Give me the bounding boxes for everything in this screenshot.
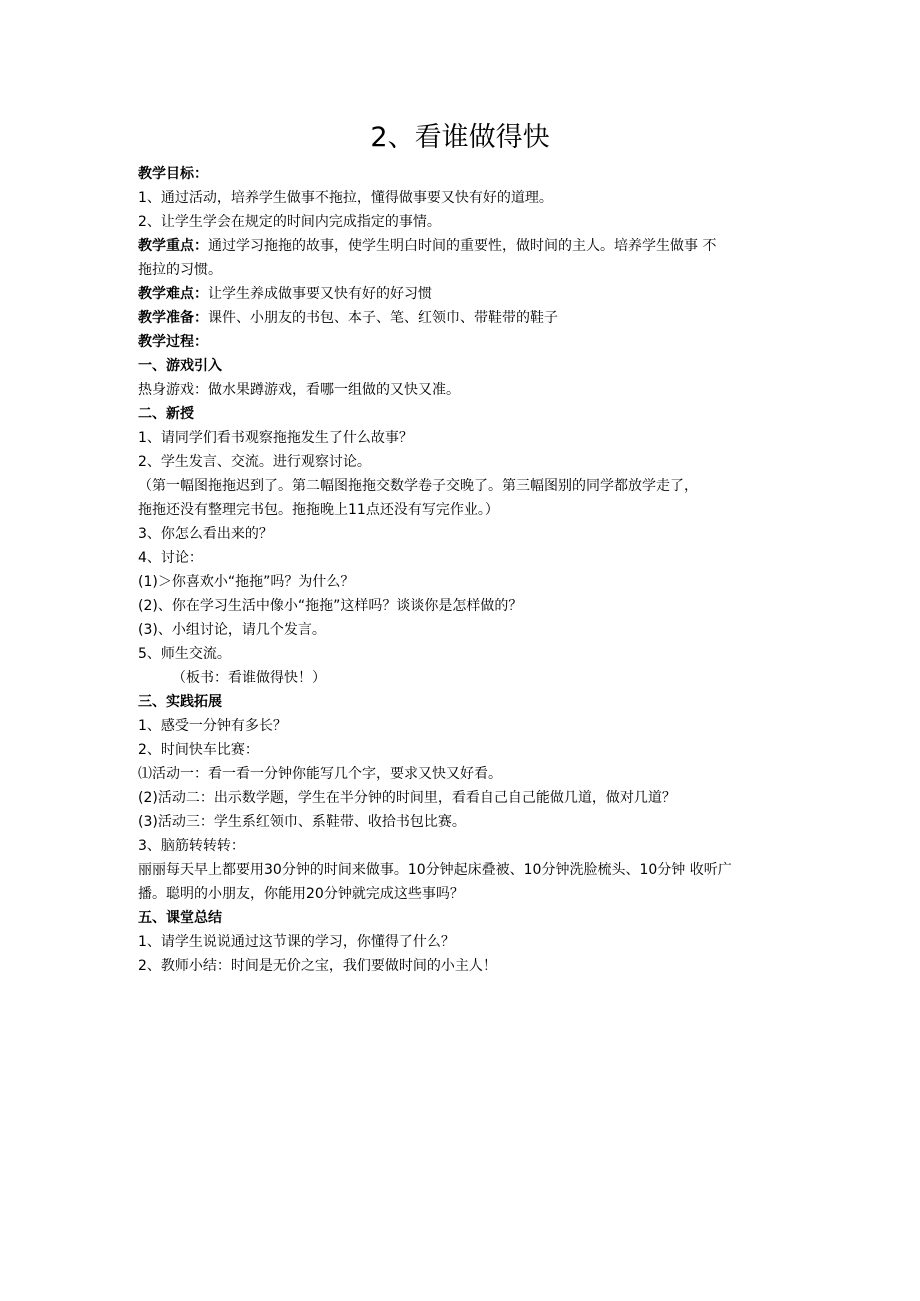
- line-text: 4、讨论：: [138, 550, 203, 566]
- text-line: [138, 282, 788, 306]
- text-line: [138, 594, 788, 618]
- text-line: [138, 786, 788, 810]
- text-line: [138, 690, 788, 714]
- line-text: 5、师生交流。: [138, 646, 231, 662]
- text-line: [138, 306, 788, 330]
- line-text: 1、感受一分钟有多长？: [138, 718, 287, 734]
- line-text: 3、脑筋转转转：: [138, 838, 245, 854]
- text-line: [138, 714, 788, 738]
- line-text: (3)活动三：学生系红领巾、系鞋带、收拾书包比赛。: [138, 814, 466, 830]
- section-label: 一、游戏引入: [138, 358, 222, 374]
- document-title: 2、看谁做得快: [370, 122, 550, 153]
- line-text: 丽丽每天早上都要用30分钟的时间来做事。10分钟起床叠被、10分钟洗脸梳头、10分钟 收听广: [138, 862, 732, 878]
- text-line: [138, 450, 788, 474]
- text-line: [138, 474, 788, 498]
- text-line: [138, 258, 788, 282]
- text-line: [138, 498, 788, 522]
- text-line: [138, 858, 788, 882]
- line-text: 2、教师小结：时间是无价之宝，我们要做时间的小主人！: [138, 958, 497, 974]
- text-line: [138, 834, 788, 858]
- line-text: 课件、小朋友的书包、本子、笔、红领巾、带鞋带的鞋子: [208, 310, 558, 326]
- line-text: ⑴活动一：看一看一分钟你能写几个字，要求又快又好看。: [138, 766, 502, 782]
- text-line: [138, 810, 788, 834]
- section-label: 二、新授: [138, 406, 194, 422]
- section-label: 三、实践拓展: [138, 694, 222, 710]
- text-line: [172, 666, 822, 690]
- text-line: [138, 234, 788, 258]
- text-line: [138, 522, 788, 546]
- line-text: 2、时间快车比赛：: [138, 742, 259, 758]
- text-line: [138, 186, 788, 210]
- section-label: 教学准备：: [138, 310, 208, 326]
- line-text: 拖拉的习惯。: [138, 262, 222, 278]
- text-line: [138, 402, 788, 426]
- section-label: 教学目标：: [138, 166, 208, 182]
- text-line: [138, 546, 788, 570]
- line-text: 1、请同学们看书观察拖拖发生了什么故事？: [138, 430, 413, 446]
- line-text: 3、你怎么看出来的？: [138, 526, 273, 542]
- text-line: [138, 930, 788, 954]
- text-line: [138, 354, 788, 378]
- text-line: [138, 618, 788, 642]
- line-text: 通过学习拖拖的故事，使学生明白时间的重要性，做时间的主人。培养学生做事 不: [208, 238, 717, 254]
- line-text: 拖拖还没有整理完书包。拖拖晚上11点还没有写完作业。）: [138, 502, 499, 518]
- section-label: 教学过程：: [138, 334, 208, 350]
- line-text: （板书：看谁做得快！）: [172, 670, 326, 686]
- text-line: [138, 906, 788, 930]
- text-line: [138, 762, 788, 786]
- text-line: [138, 378, 788, 402]
- line-text: (3)、小组讨论，请几个发言。: [138, 622, 326, 638]
- line-text: 2、学生发言、交流。进行观察讨论。: [138, 454, 371, 470]
- line-text: (2)活动二：出示数学题，学生在半分钟的时间里，看看自己自己能做几道，做对几道？: [138, 790, 676, 806]
- line-text: (2)、你在学习生活中像小“拖拖”这样吗？谈谈你是怎样做的？: [138, 598, 523, 614]
- text-line: [138, 642, 788, 666]
- section-label: 五、课堂总结: [138, 910, 222, 926]
- line-text: 1、请学生说说通过这节课的学习，你懂得了什么？: [138, 934, 455, 950]
- text-line: [138, 954, 788, 978]
- text-line: [138, 210, 788, 234]
- text-line: [138, 570, 788, 594]
- text-line: [138, 882, 788, 906]
- text-line: [138, 330, 788, 354]
- line-text: (1)＞你喜欢小“拖拖”吗？为什么？: [138, 574, 355, 590]
- line-text: 播。聪明的小朋友，你能用20分钟就完成这些事吗？: [138, 886, 464, 902]
- text-line: [138, 426, 788, 450]
- line-text: 2、让学生学会在规定的时间内完成指定的事情。: [138, 214, 441, 230]
- line-text: 让学生养成做事要又快有好的好习惯: [208, 286, 432, 302]
- section-label: 教学重点：: [138, 238, 208, 254]
- line-text: （第一幅图拖拖迟到了。第二幅图拖拖交数学卷子交晚了。第三幅图别的同学都放学走了，: [138, 478, 698, 494]
- text-line: [138, 162, 788, 186]
- section-label: 教学难点：: [138, 286, 208, 302]
- line-text: 1、通过活动，培养学生做事不拖拉，懂得做事要又快有好的道理。: [138, 190, 553, 206]
- text-line: [138, 738, 788, 762]
- line-text: 热身游戏：做水果蹲游戏，看哪一组做的又快又准。: [138, 382, 460, 398]
